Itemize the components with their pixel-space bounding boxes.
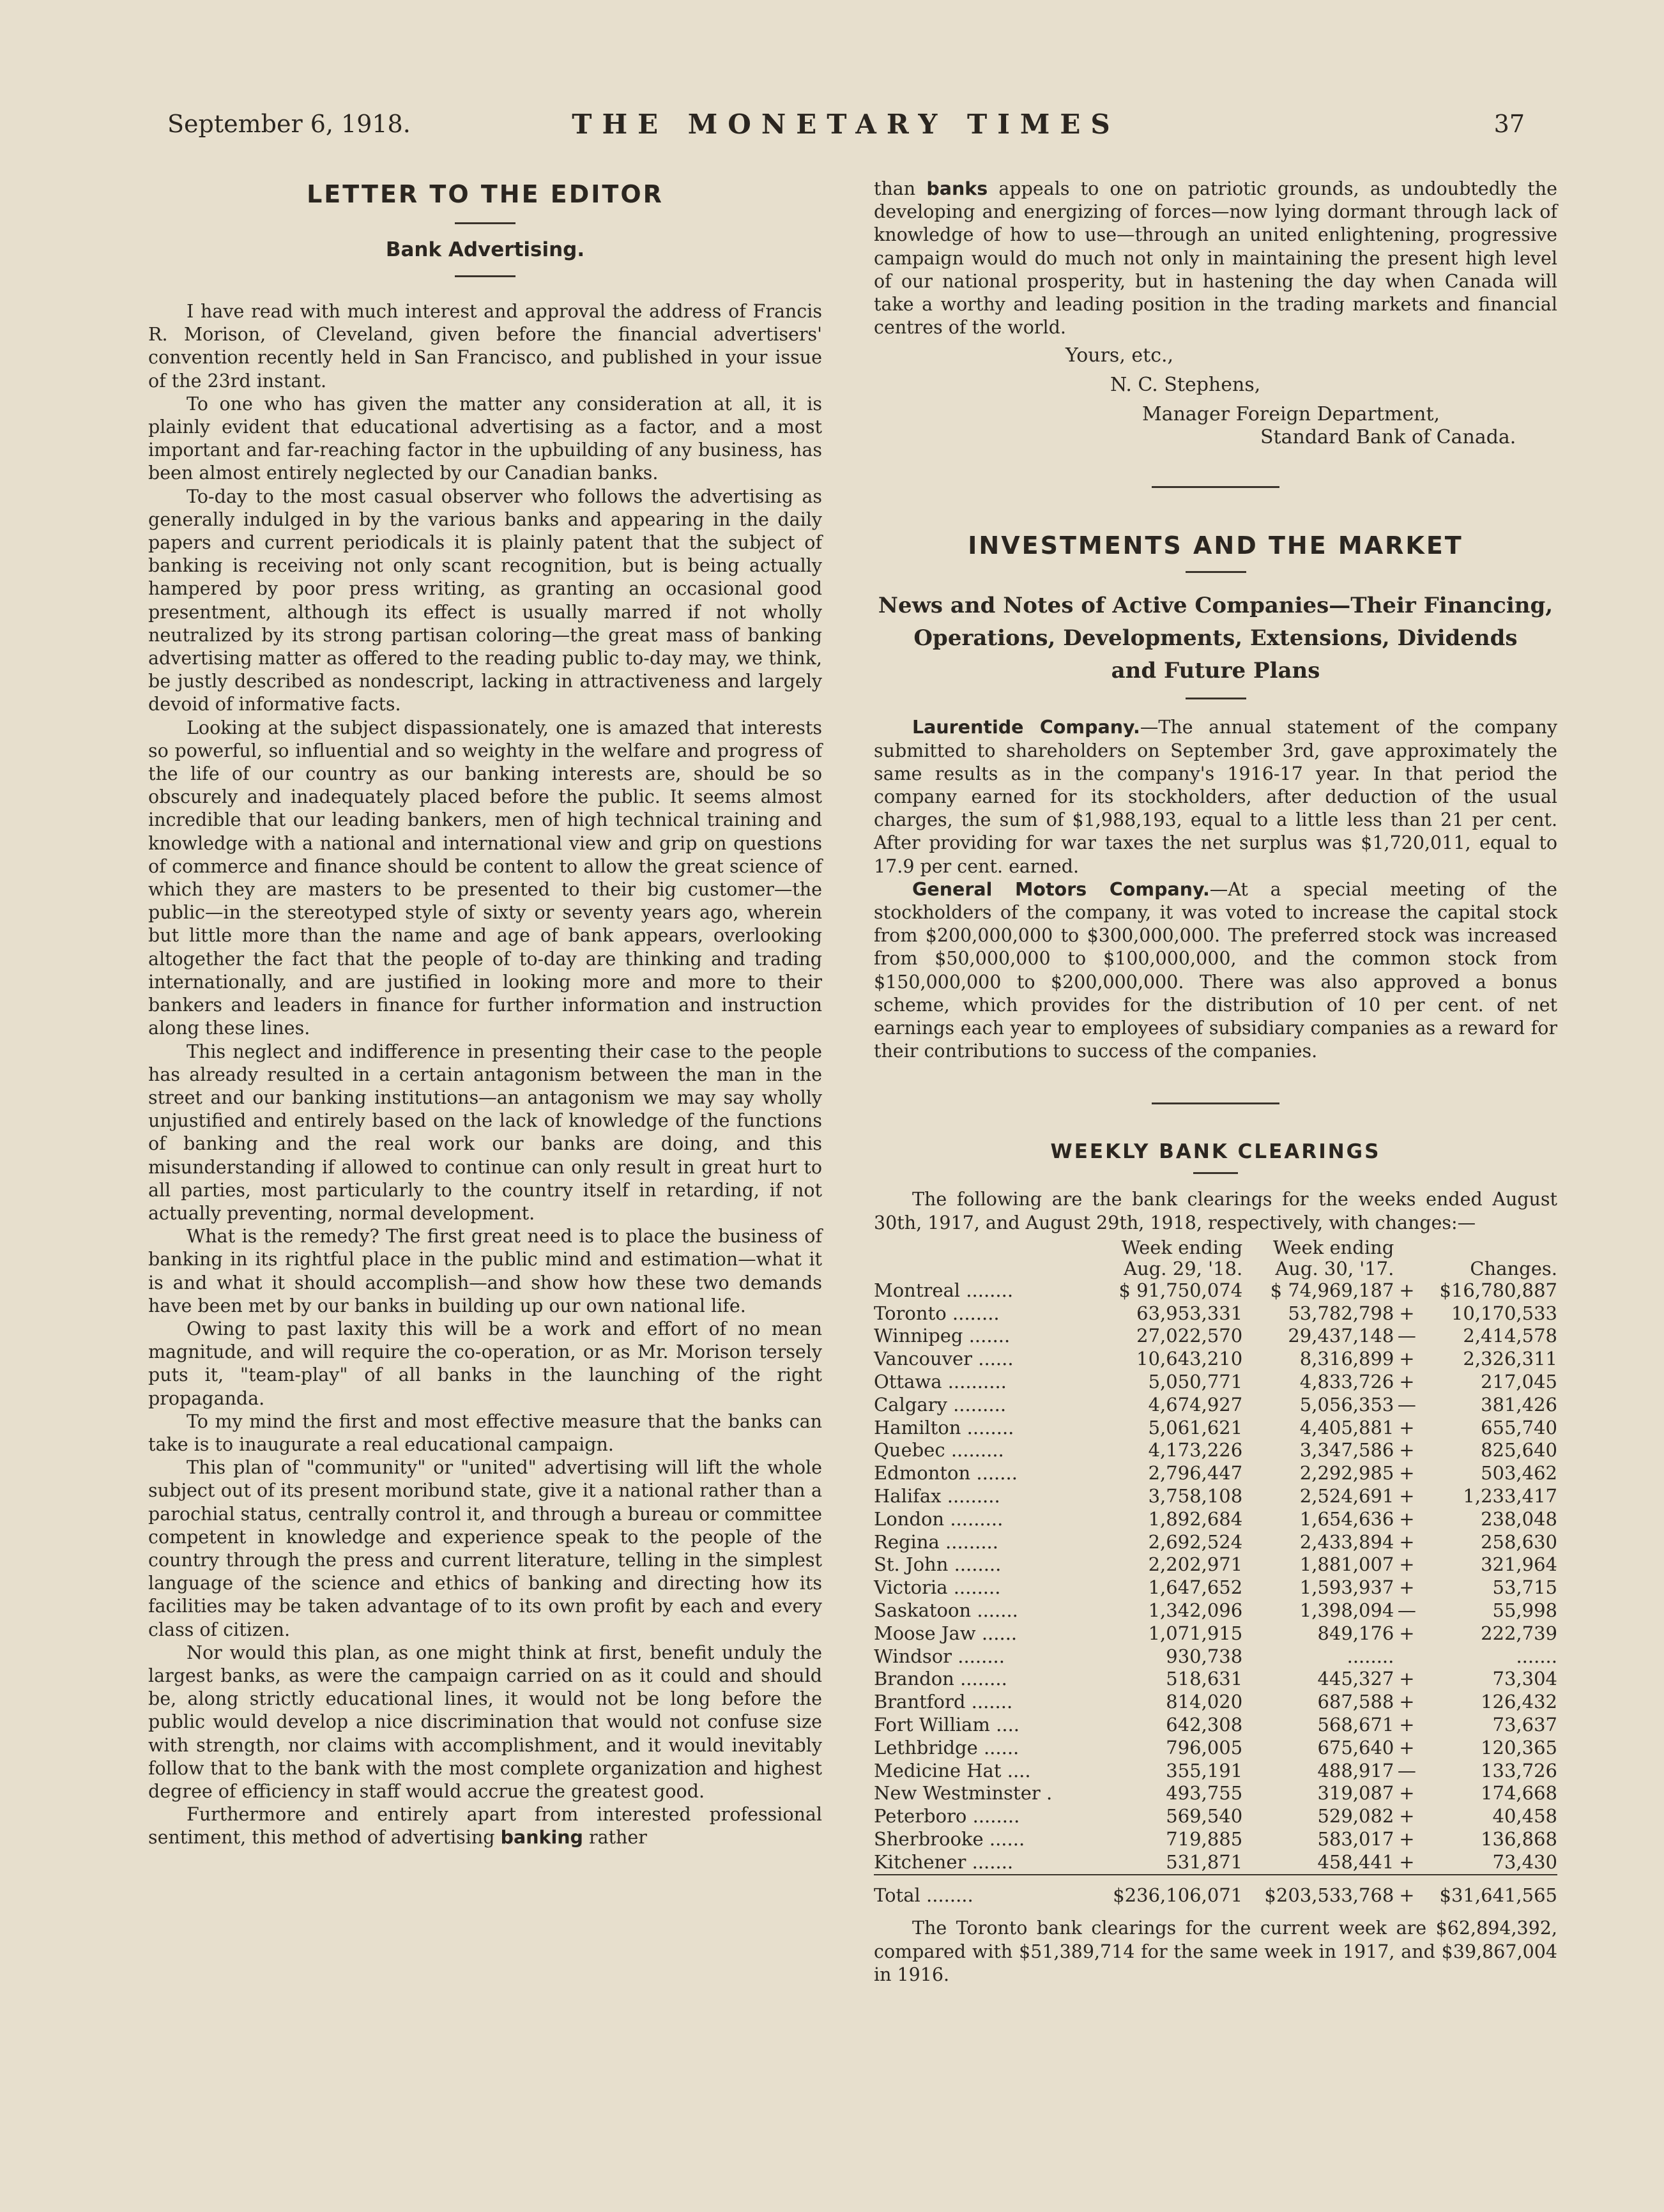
row-sign: + [1399, 1462, 1415, 1484]
table-row [874, 1737, 1557, 1760]
row-city: Halifax [874, 1485, 942, 1507]
deck-line: News and Notes of Active Companies—Their Financing, [878, 593, 1553, 619]
row-1918: 4,173,226 [1148, 1439, 1243, 1461]
row-city-cell [874, 1851, 1091, 1875]
row-city: Peterboro [874, 1805, 967, 1827]
row-change: 10,170,533 [1451, 1302, 1557, 1324]
paragraph: This neglect and indifference in presenting their case to the people has already resulted in a certain antagonism between the man in the street and our banking institutions—an antagonism we may say wholly unjustified and entirely based on the lack of knowledge of the functions of banking and the real work our banks are doing, and this misunderstanding if allowed to continue can only result in great hurt to all parties, most particularly to the country itself in retarding, if not actually preventing, normal development. [148, 1041, 822, 1224]
row-1917: 1,398,094 [1299, 1599, 1394, 1622]
row-city-cell [874, 1576, 1091, 1599]
row-city: Total [874, 1884, 920, 1906]
row-city: Ottawa [874, 1371, 942, 1393]
row-city-cell [874, 1462, 1091, 1485]
row-change: 217,045 [1481, 1371, 1557, 1393]
clearings-footnote [874, 1917, 1557, 1987]
dot-leader: ...... [981, 1622, 1018, 1644]
row-1917: 583,017 [1317, 1828, 1394, 1850]
paragraph: To my mind the first and most effective measure that the banks can take is to inaugurate a real educational campaign. [148, 1410, 822, 1455]
table-row [874, 1782, 1557, 1805]
row-sign: + [1399, 1485, 1415, 1507]
row-sign: + [1399, 1828, 1415, 1850]
row-1917: 1,593,937 [1299, 1576, 1394, 1599]
divider [1152, 486, 1279, 488]
paragraph: This plan of "community" or "united" advertising will lift the whole subject out of its present moribund state, give it a national rather than a parochial status, centrally control it, and through a bureau or committee competent in knowledge and experience speak to the people of the country through the press and current literature, telling in the simplest language of the science and ethics of banking and directing how its facilities may be taken advantage of to its own profit by each and every class of citizen. [148, 1457, 823, 1640]
table-header-row [874, 1237, 1557, 1258]
table-row [874, 1325, 1557, 1348]
row-city: Winnipeg [874, 1325, 963, 1347]
clearings-intro [874, 1188, 1557, 1234]
row-city-cell [874, 1371, 1091, 1394]
row-change: 174,668 [1481, 1782, 1557, 1804]
dot-leader: ......... [945, 1530, 998, 1553]
row-1918: 27,022,570 [1136, 1325, 1243, 1347]
row-1917: 488,917 [1317, 1759, 1394, 1781]
col-1917-header: Week ending [1272, 1236, 1394, 1258]
row-1917: 5,056,353 [1299, 1393, 1394, 1415]
dot-leader: .... [1007, 1759, 1031, 1781]
row-city: Windsor [874, 1645, 952, 1667]
row-city-cell [874, 1714, 1091, 1737]
dot-leader: . [1046, 1782, 1053, 1804]
row-1917: 8,316,899 [1299, 1348, 1394, 1370]
clearings-table [874, 1237, 1557, 1907]
row-change: 126,432 [1481, 1691, 1557, 1713]
deck-line: and Future Plans [1111, 658, 1320, 684]
paragraph [874, 178, 1557, 339]
table-row [874, 1851, 1557, 1875]
table-row [874, 1394, 1557, 1417]
row-1918: $ 91,750,074 [1118, 1279, 1243, 1301]
row-city-cell [874, 1668, 1091, 1691]
text-run: than [874, 178, 927, 199]
row-city-cell [874, 1417, 1091, 1440]
row-city-cell [874, 1622, 1091, 1645]
news-item [874, 878, 1557, 1064]
table-row [874, 1462, 1557, 1485]
row-city-cell [874, 1599, 1091, 1622]
dot-leader: ...... [983, 1736, 1019, 1758]
row-change: 503,462 [1481, 1462, 1557, 1484]
paragraph: The Toronto bank clearings for the current week are $62,894,392, compared with $51,389,714 for the same week in 1917, and $39,867,004 in 1916. [874, 1918, 1557, 1985]
divider [455, 275, 515, 277]
table-row [874, 1668, 1557, 1691]
dot-leader: ........ [972, 1805, 1020, 1827]
divider [455, 222, 515, 224]
company-name: General Motors Company. [912, 878, 1210, 900]
row-city-cell [874, 1279, 1091, 1302]
row-change: 381,426 [1481, 1393, 1557, 1415]
row-sign: + [1399, 1691, 1415, 1713]
row-1918: 569,540 [1166, 1805, 1243, 1827]
text-run: Furthermore and entirely apart from interested professional sentiment, this method of advertising [148, 1804, 822, 1849]
table-header-row [874, 1258, 1557, 1279]
paragraph: The following are the bank clearings for the weeks ended August 30th, 1917, and August 29th, 1918, respectively, with changes:— [874, 1189, 1557, 1233]
dot-leader: ....... [972, 1850, 1014, 1873]
row-city-cell [874, 1553, 1091, 1576]
col-1917-date: Aug. 30, '17. [1275, 1257, 1394, 1279]
row-1918: 531,871 [1166, 1850, 1243, 1873]
row-city-cell [874, 1394, 1091, 1417]
letter-title: LETTER TO THE EDITOR [307, 180, 664, 208]
table-row [874, 1691, 1557, 1714]
dot-leader: .......... [947, 1371, 1007, 1393]
table-row [874, 1760, 1557, 1783]
row-1918: 2,202,971 [1148, 1553, 1243, 1576]
dot-leader: ........ [960, 1668, 1007, 1690]
row-sign: + [1399, 1416, 1415, 1438]
row-1917: 3,347,586 [1299, 1439, 1394, 1461]
row-change: 53,715 [1492, 1576, 1557, 1599]
row-1917: 4,405,881 [1299, 1416, 1394, 1438]
letter-subtitle: Bank Advertising. [385, 238, 585, 261]
row-1917: 2,292,985 [1299, 1462, 1394, 1484]
text-run: rather [583, 1827, 647, 1849]
row-1918: 10,643,210 [1136, 1348, 1243, 1370]
row-city: New Westminster [874, 1782, 1041, 1804]
row-change: 655,740 [1481, 1416, 1557, 1438]
row-1918: 518,631 [1166, 1668, 1243, 1690]
row-1918: 1,892,684 [1148, 1507, 1243, 1530]
paragraph: To-day to the most casual observer who follows the advertising as generally indulged in by the various banks and appearing in the daily papers and current periodicals it is plainly patent that the subject of banking is receiving not only scant recognition, but is being actually hampered by poor press writing, as granting an occasional good presentment, although its effect is usually marred if not wholly neutralized by its strong partisan coloring—the great mass of banking advertising matter as offered to the reading public to-day may, we think, be justly described as nondescript, lacking in attractiveness and largely devoid of informative facts. [148, 485, 822, 715]
row-sign: + [1399, 1371, 1415, 1393]
row-sign: + [1399, 1348, 1415, 1370]
running-header [167, 110, 1525, 148]
dot-leader: ......... [950, 1507, 1004, 1530]
row-1917: 2,433,894 [1299, 1530, 1394, 1553]
table-row [874, 1439, 1557, 1462]
table-row [874, 1805, 1557, 1828]
row-city: Brandon [874, 1668, 954, 1690]
row-1918: 1,342,096 [1148, 1599, 1243, 1622]
row-sign: — [1397, 1599, 1416, 1622]
row-city: Saskatoon [874, 1599, 972, 1622]
divider [1193, 1172, 1238, 1174]
dot-leader: ........ [958, 1645, 1005, 1667]
total-1918: $236,106,071 [1091, 1875, 1242, 1907]
paragraph: To one who has given the matter any consideration at all, it is plainly evident that educational advertising as a factor, and a most important and far-reaching factor in the upbuilding of any business, has been almost entirely neglected by our Canadian banks. [148, 393, 822, 484]
row-1917: 568,671 [1317, 1714, 1394, 1736]
table-row [874, 1302, 1557, 1325]
row-sign: + [1399, 1714, 1415, 1736]
row-city: Edmonton [874, 1462, 971, 1484]
row-1918: 814,020 [1166, 1691, 1243, 1713]
news-item [874, 716, 1557, 878]
company-name: Laurentide Company. [912, 717, 1140, 738]
row-sign: + [1399, 1302, 1415, 1324]
total-row [874, 1875, 1557, 1907]
row-sign: + [1399, 1622, 1415, 1644]
signer-title: Manager Foreign Department, [1142, 403, 1440, 426]
row-sign: + [1399, 1850, 1415, 1873]
row-sign: + [1399, 1782, 1415, 1804]
row-city: Regina [874, 1530, 940, 1553]
row-1918: 63,953,331 [1136, 1302, 1243, 1324]
row-change: 321,964 [1481, 1553, 1557, 1576]
col-changes-header: Changes. [1470, 1257, 1557, 1279]
row-change: 120,365 [1481, 1736, 1557, 1758]
letter-body [148, 300, 822, 1850]
table-row [874, 1553, 1557, 1576]
row-change: 73,637 [1492, 1714, 1557, 1736]
emphasis: banks [926, 178, 988, 199]
row-city-cell [874, 1302, 1091, 1325]
dot-leader: ........ [953, 1576, 1001, 1599]
dot-leader: ....... [976, 1462, 1018, 1484]
row-city-cell [874, 1645, 1091, 1668]
letter-continued [874, 178, 1557, 339]
row-city: Fort William [874, 1714, 990, 1736]
row-1918: 2,796,447 [1148, 1462, 1243, 1484]
row-city: Kitchener [874, 1850, 966, 1873]
row-city-cell [874, 1508, 1091, 1531]
divider [1186, 571, 1246, 573]
row-city-cell [874, 1828, 1091, 1851]
row-city-cell [874, 1531, 1091, 1554]
investments-title: INVESTMENTS AND THE MARKET [968, 531, 1463, 560]
row-1918: 642,308 [1166, 1714, 1243, 1736]
row-sign: + [1399, 1507, 1415, 1530]
row-city: Sherbrooke [874, 1828, 984, 1850]
row-1918: 355,191 [1166, 1759, 1243, 1781]
row-city: Calgary [874, 1393, 947, 1415]
row-sign: + [1399, 1576, 1415, 1599]
publication-title: THE MONETARY TIMES [572, 109, 1120, 140]
investments-body [874, 716, 1557, 1063]
row-1918: 796,005 [1166, 1736, 1243, 1758]
row-change: 2,326,311 [1463, 1348, 1557, 1370]
row-city: Lethbridge [874, 1736, 978, 1758]
row-1918: 5,050,771 [1148, 1371, 1243, 1393]
paragraph: Nor would this plan, as one might think at first, benefit unduly the largest banks, as were the campaign carried on as it could and should be, along strictly educational lines, it would not be long before the public would develop a nice discrimination that would not confuse size with strength, nor claims with accomplishment, and it would inevitably follow that to the bank with the most complete organization and highest degree of efficiency in staff would accrue the greatest good. [148, 1642, 822, 1802]
dot-leader: ........ [952, 1302, 1000, 1324]
dot-leader: ........ [954, 1553, 1002, 1576]
dot-leader: ....... [977, 1599, 1018, 1622]
col-1918-date: Aug. 29, '18. [1124, 1257, 1243, 1279]
row-sign: — [1397, 1393, 1416, 1415]
row-1918: 4,674,927 [1148, 1393, 1243, 1415]
row-city: Victoria [874, 1576, 948, 1599]
deck-line: Operations, Developments, Extensions, Dividends [913, 625, 1518, 652]
row-city: Hamilton [874, 1416, 961, 1438]
table-row [874, 1599, 1557, 1622]
row-change: 40,458 [1492, 1805, 1557, 1827]
row-city: Montreal [874, 1279, 961, 1301]
paragraph: What is the remedy? The first great need is to place the business of banking in its rightful place in the public mind and estimation—what it is and what it should accomplish—and show how these two demands have been met by our banks in building up our own national life. [148, 1226, 822, 1316]
row-change: 222,739 [1481, 1622, 1557, 1644]
row-1918: 719,885 [1166, 1828, 1243, 1850]
row-city: London [874, 1507, 945, 1530]
table-row [874, 1508, 1557, 1531]
row-city-cell [874, 1760, 1091, 1783]
right-column [874, 178, 1557, 1987]
table-row [874, 1531, 1557, 1554]
row-1917: 445,327 [1317, 1668, 1394, 1690]
row-1918: 930,738 [1166, 1645, 1243, 1667]
paragraph: Looking at the subject dispassionately, one is amazed that interests so powerful, so influential and so weighty in the welfare and progress of the life of our country as our banking interests are, should be so obscurely and inadequately placed before the public. It seems almost incredible that our leading bankers, men of high technical training and knowledge with a national and international view and grip on questions of commerce and finance should be content to allow the great science of which they are masters to be presented to their big customer—the public—in the stereotyped style of sixty or seventy years ago, wherein but little more than the name and age of bank appears, overlooking altogether the fact that the people of to-day are thinking and trading internationally, and are justified in looking more and more to their bankers and leaders in finance for further information and instruction along these lines. [148, 717, 822, 1039]
row-city: Brantford [874, 1691, 966, 1713]
issue-date: September 6, 1918. [167, 110, 411, 138]
table-row [874, 1828, 1557, 1851]
row-city: Toronto [874, 1302, 947, 1324]
row-change: 136,868 [1481, 1828, 1557, 1850]
row-1918: 1,647,652 [1148, 1576, 1243, 1599]
divider [1152, 1102, 1279, 1104]
row-city-cell [874, 1348, 1091, 1371]
row-sign: + [1399, 1439, 1415, 1461]
paragraph [148, 1803, 822, 1849]
row-city: Medicine Hat [874, 1759, 1002, 1781]
row-1918: 493,755 [1166, 1782, 1243, 1804]
row-city: Moose Jaw [874, 1622, 976, 1644]
text-run: —The annual statement of the company submitted to shareholders on September 3rd, gave approximately the same results as in the company's 1916-17 year. In that period the company earned for its stockholders, after deduction of the usual charges, the sum of $1,988,193, equal to a little less than 21 per cent. After providing for war taxes the net surplus was $1,720,011, equal to 17.9 per cent. earned. [874, 717, 1557, 877]
row-1917: 29,437,148 [1288, 1325, 1394, 1347]
row-sign: — [1397, 1325, 1416, 1347]
row-change: 1,233,417 [1463, 1485, 1557, 1507]
row-sign: + [1399, 1279, 1415, 1301]
row-sign: + [1399, 1736, 1415, 1758]
row-1917: 675,640 [1317, 1736, 1394, 1758]
dot-leader: ........ [966, 1416, 1014, 1438]
row-1917: $ 74,969,187 [1270, 1279, 1394, 1301]
table-row [874, 1371, 1557, 1394]
row-1917: 849,176 [1317, 1622, 1394, 1644]
row-change: $16,780,887 [1439, 1279, 1557, 1301]
row-1917: ........ [1347, 1645, 1394, 1667]
row-1918: 2,692,524 [1148, 1530, 1243, 1553]
row-1917: 4,833,726 [1299, 1371, 1394, 1393]
row-city-cell [874, 1737, 1091, 1760]
row-city: Quebec [874, 1439, 945, 1461]
row-change: 238,048 [1481, 1507, 1557, 1530]
table-row [874, 1279, 1557, 1302]
row-sign: + [1399, 1668, 1415, 1690]
row-sign: — [1397, 1759, 1416, 1781]
table-row [874, 1714, 1557, 1737]
row-city: Vancouver [874, 1348, 973, 1370]
row-change: 133,726 [1481, 1759, 1557, 1781]
dot-leader: ....... [971, 1691, 1013, 1713]
dot-leader: ....... [968, 1325, 1011, 1347]
row-city-cell [874, 1691, 1091, 1714]
row-change: 73,304 [1492, 1668, 1557, 1690]
clearings-rows [874, 1279, 1557, 1875]
row-sign [1394, 1645, 1419, 1668]
table-row [874, 1485, 1557, 1508]
signer: N. C. Stephens, [1110, 374, 1261, 397]
emphasis: banking [500, 1827, 583, 1849]
dot-leader: ........ [926, 1884, 973, 1906]
text-run: —At a special meeting of the stockholders of the company, it was voted to increase the capital stock from $200,000,000 to $300,000,000. The preferred stock was increased from $50,000,000 to $100,000,000, and the common stock from $150,000,000 to $200,000,000. There was also approved a bonus scheme, which provides for the distribution of 10 per cent. of net earnings each year to employees of subsidiary companies as a reward for their contributions to success of the companies. [874, 878, 1557, 1062]
row-city-cell [874, 1485, 1091, 1508]
row-1917: 687,588 [1317, 1691, 1394, 1713]
row-1917: 2,524,691 [1299, 1485, 1394, 1507]
row-change: ....... [1516, 1645, 1557, 1667]
total-sign: + [1394, 1875, 1419, 1907]
total-1917: $203,533,768 [1242, 1875, 1394, 1907]
dot-leader: ...... [978, 1348, 1014, 1370]
dot-leader: ........ [966, 1279, 1014, 1301]
paragraph: Owing to past laxity this will be a work and effort of no mean magnitude, and will require the co-operation, or as Mr. Morison tersely puts it, "team-play" of all banks in the launching of the right propaganda. [148, 1318, 822, 1409]
dot-leader: ...... [989, 1828, 1025, 1850]
dot-leader: ......... [953, 1393, 1007, 1415]
page-number: 37 [1493, 110, 1525, 138]
row-sign: + [1399, 1530, 1415, 1553]
row-sign: + [1399, 1805, 1415, 1827]
row-city-cell [874, 1325, 1091, 1348]
table-row [874, 1576, 1557, 1599]
clearings-title: WEEKLY BANK CLEARINGS [1050, 1140, 1381, 1164]
total-change: $31,641,565 [1419, 1875, 1557, 1907]
row-1917: 1,881,007 [1299, 1553, 1394, 1576]
row-1917: 1,654,636 [1299, 1507, 1394, 1530]
row-1917: 458,441 [1317, 1850, 1394, 1873]
row-change: 2,414,578 [1463, 1325, 1557, 1347]
table-row [874, 1645, 1557, 1668]
col-1918-header: Week ending [1121, 1236, 1243, 1258]
row-1917: 53,782,798 [1288, 1302, 1394, 1324]
row-1918: 1,071,915 [1148, 1622, 1243, 1644]
row-1918: 5,061,621 [1148, 1416, 1243, 1438]
dot-leader: ......... [947, 1485, 1000, 1507]
row-city: St. John [874, 1553, 949, 1576]
row-change: 825,640 [1481, 1439, 1557, 1461]
table-row [874, 1417, 1557, 1440]
dot-leader: ......... [950, 1439, 1004, 1461]
row-change: 73,430 [1492, 1850, 1557, 1873]
row-city-cell [874, 1805, 1091, 1828]
table-row [874, 1622, 1557, 1645]
row-1917: 319,087 [1317, 1782, 1394, 1804]
row-change: 55,998 [1492, 1599, 1557, 1622]
row-1917: 529,082 [1317, 1805, 1394, 1827]
row-city-cell [874, 1782, 1091, 1805]
left-column [148, 180, 822, 1850]
divider [1186, 698, 1246, 699]
row-change: 258,630 [1481, 1530, 1557, 1553]
closing: Yours, etc., [1065, 344, 1174, 367]
row-city-cell [874, 1439, 1091, 1462]
row-1918: 3,758,108 [1148, 1485, 1243, 1507]
paragraph: I have read with much interest and approval the address of Francis R. Morison, of Cleveland, given before the financial advertisers' convention recently held in San Francisco, and published in your issue of the 23rd instant. [148, 301, 822, 392]
signer-bank: Standard Bank of Canada. [1260, 426, 1516, 449]
dot-leader: .... [996, 1714, 1020, 1736]
row-sign: + [1399, 1553, 1415, 1576]
text-run: appeals to one on patriotic grounds, as undoubtedly the developing and energizing of forces—now lying dormant through lack of knowledge of how to use—through an united enlightening, progressive campaign would do much not only in maintaining the present high level of our national prosperity, but in hastening the day when Canada will take a worthy and leading position in the trading markets and financial centres of the world. [874, 178, 1557, 339]
table-row [874, 1348, 1557, 1371]
